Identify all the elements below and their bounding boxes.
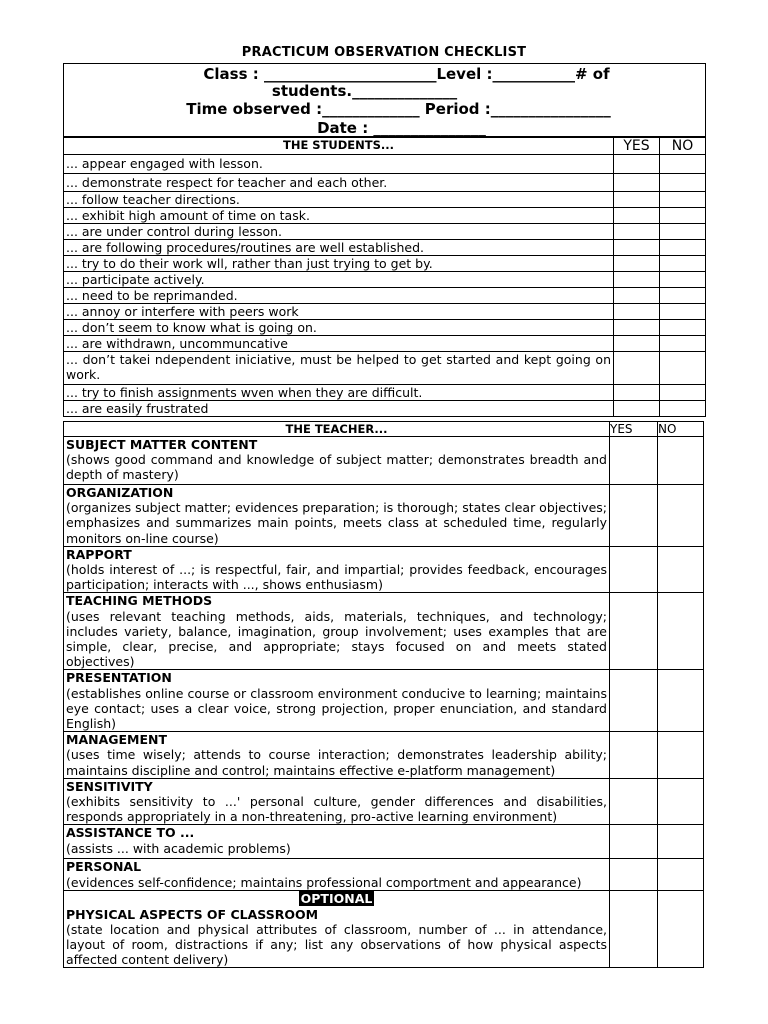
yes-checkbox-cell[interactable]	[610, 670, 658, 732]
students-checklist-table	[63, 137, 706, 417]
table-row	[64, 593, 704, 670]
header-info-box	[63, 63, 706, 137]
no-checkbox-cell[interactable]	[658, 859, 704, 891]
table-row	[64, 437, 704, 485]
yes-checkbox-cell[interactable]	[610, 891, 658, 968]
students-heading: THE STUDENTS...	[64, 138, 614, 155]
student-item: ... are under control during lesson.	[64, 224, 614, 240]
date-line[interactable]: Date : _______________	[317, 119, 486, 137]
yes-checkbox-cell[interactable]	[614, 401, 660, 417]
category-title: TEACHING METHODS	[66, 593, 213, 609]
category-title: SENSITIVITY	[66, 778, 153, 794]
student-item: ... demonstrate respect for teacher and each other.	[64, 174, 614, 192]
yes-checkbox-cell[interactable]	[614, 224, 660, 240]
student-item: ... try to do their work wll, rather than just trying to get by.	[64, 256, 614, 272]
student-item: ... need to be reprimanded.	[64, 288, 614, 304]
yes-checkbox-cell[interactable]	[614, 174, 660, 192]
table-row	[64, 825, 704, 859]
category-description: (evidences self-confidence; maintains professional comportment and appearance)	[66, 874, 582, 890]
category-title: PHYSICAL ASPECTS OF CLASSROOM	[66, 906, 319, 922]
yes-checkbox-cell[interactable]	[614, 336, 660, 352]
category-description: (organizes subject matter; evidences preparation; is thorough; states clear objectives; emphasizes and summarizes main points, meets class at scheduled time, regularly monitors on-line course)	[66, 500, 607, 546]
category-title: ORGANIZATION	[66, 485, 174, 500]
student-item: ... exhibit high amount of time on task.	[64, 208, 614, 224]
no-checkbox-cell[interactable]	[658, 546, 704, 593]
yes-checkbox-cell[interactable]	[614, 272, 660, 288]
table-row	[64, 256, 706, 272]
yes-checkbox-cell[interactable]	[610, 859, 658, 891]
yes-checkbox-cell[interactable]	[614, 256, 660, 272]
table-row	[64, 385, 706, 401]
time-period-line[interactable]: Time observed :_____________ Period :________________	[186, 100, 611, 118]
table-row	[64, 352, 706, 385]
table-row	[64, 288, 706, 304]
student-item: ... are easily frustrated	[64, 401, 614, 417]
table-row	[64, 304, 706, 320]
table-row	[64, 401, 706, 417]
table-row	[64, 208, 706, 224]
no-checkbox-cell[interactable]	[658, 593, 704, 670]
student-item: ... follow teacher directions.	[64, 192, 614, 208]
students-header-row	[64, 138, 706, 155]
no-checkbox-cell[interactable]	[660, 385, 706, 401]
no-checkbox-cell[interactable]	[660, 224, 706, 240]
no-checkbox-cell[interactable]	[660, 155, 706, 174]
no-checkbox-cell[interactable]	[660, 272, 706, 288]
category-title: PERSONAL	[66, 859, 142, 875]
no-checkbox-cell[interactable]	[658, 778, 704, 825]
yes-checkbox-cell[interactable]	[614, 385, 660, 401]
no-checkbox-cell[interactable]	[660, 288, 706, 304]
no-checkbox-cell[interactable]	[660, 192, 706, 208]
yes-checkbox-cell[interactable]	[610, 546, 658, 593]
table-row	[64, 778, 704, 825]
yes-checkbox-cell[interactable]	[614, 352, 660, 385]
table-row	[64, 336, 706, 352]
students-yes-header: YES	[614, 138, 660, 155]
student-item: ... participate actively.	[64, 272, 614, 288]
teacher-no-header: NO	[658, 422, 704, 437]
student-item: ... appear engaged with lesson.	[64, 155, 614, 174]
table-row	[64, 320, 706, 336]
student-item: ... don’t takei ndependent iniciative, must be helped to get started and kept going on work.	[64, 352, 614, 385]
table-row	[64, 485, 704, 547]
yes-checkbox-cell[interactable]	[610, 593, 658, 670]
no-checkbox-cell[interactable]	[660, 320, 706, 336]
no-checkbox-cell[interactable]	[660, 240, 706, 256]
teacher-checklist-table	[63, 421, 704, 968]
table-row	[64, 859, 704, 891]
table-row	[64, 732, 704, 779]
no-checkbox-cell[interactable]	[660, 208, 706, 224]
student-item: ... don’t seem to know what is going on.	[64, 320, 614, 336]
no-checkbox-cell[interactable]	[660, 304, 706, 320]
yes-checkbox-cell[interactable]	[614, 155, 660, 174]
table-row	[64, 670, 704, 732]
category-description: (uses relevant teaching methods, aids, materials, techniques, and technology; includes variety, balance, imagination, group involvement; uses examples that are simple, clear, precise, and appropriate; stays focused on and meets stated objectives)	[66, 608, 607, 670]
student-item: ... annoy or interfere with peers work	[64, 304, 614, 320]
category-description: (state location and physical attributes of classroom, number of ... in attendance, layout of room, distractions if any; list any observations of how physical aspects affected content delivery)	[66, 921, 607, 968]
students-count-line[interactable]: students.______________	[271, 82, 458, 100]
no-checkbox-cell[interactable]	[658, 437, 704, 485]
table-row	[64, 891, 704, 968]
no-checkbox-cell[interactable]	[660, 352, 706, 385]
category-title: MANAGEMENT	[66, 732, 168, 748]
category-description: (shows good command and knowledge of subject matter; demonstrates breadth and depth of mastery)	[66, 452, 607, 483]
yes-checkbox-cell[interactable]	[614, 304, 660, 320]
category-description: (holds interest of ...; is respectful, fair, and impartial; provides feedback, encourages participation; interacts with ..., shows enthusiasm)	[66, 562, 607, 593]
no-checkbox-cell[interactable]	[660, 256, 706, 272]
category-title: SUBJECT MATTER CONTENT	[66, 437, 258, 452]
teacher-header-row	[64, 422, 704, 437]
table-row	[64, 224, 706, 240]
student-item: ... try to finish assignments wven when they are difficult.	[64, 385, 614, 401]
yes-checkbox-cell[interactable]	[614, 192, 660, 208]
yes-checkbox-cell[interactable]	[614, 208, 660, 224]
no-checkbox-cell[interactable]	[660, 336, 706, 352]
yes-checkbox-cell[interactable]	[610, 485, 658, 547]
category-title: RAPPORT	[66, 546, 132, 562]
no-checkbox-cell[interactable]	[658, 891, 704, 968]
yes-checkbox-cell[interactable]	[610, 437, 658, 485]
teacher-yes-header: YES	[610, 422, 658, 437]
teacher-heading: THE TEACHER...	[64, 422, 610, 437]
yes-checkbox-cell[interactable]	[614, 320, 660, 336]
page-title: PRACTICUM OBSERVATION CHECKLIST	[241, 45, 527, 60]
yes-checkbox-cell[interactable]	[610, 778, 658, 825]
student-item: ... are withdrawn, uncommuncative	[64, 336, 614, 352]
category-description: (establishes online course or classroom environment conducive to learning; maintains eye contact; uses a clear voice, strong projection, proper enunciation, and standard English)	[66, 685, 607, 732]
class-level-line[interactable]: Class : _______________________Level :___________# of	[203, 65, 610, 83]
table-row	[64, 546, 704, 593]
table-row	[64, 192, 706, 208]
yes-checkbox-cell[interactable]	[610, 732, 658, 779]
table-row	[64, 174, 706, 192]
yes-checkbox-cell[interactable]	[610, 825, 658, 859]
category-title: PRESENTATION	[66, 670, 172, 686]
yes-checkbox-cell[interactable]	[614, 288, 660, 304]
no-checkbox-cell[interactable]	[658, 732, 704, 779]
optional-label: OPTIONAL	[300, 891, 373, 907]
no-checkbox-cell[interactable]	[658, 670, 704, 732]
table-row	[64, 240, 706, 256]
category-description: (uses time wisely; attends to course interaction; demonstrates leadership ability; maintains discipline and control; maintains effective e-platform management)	[66, 747, 607, 778]
no-checkbox-cell[interactable]	[658, 485, 704, 547]
no-checkbox-cell[interactable]	[660, 174, 706, 192]
yes-checkbox-cell[interactable]	[614, 240, 660, 256]
no-checkbox-cell[interactable]	[658, 825, 704, 859]
no-checkbox-cell[interactable]	[660, 401, 706, 417]
table-row	[64, 272, 706, 288]
students-no-header: NO	[660, 138, 706, 155]
category-title: ASSISTANCE TO ...	[66, 825, 195, 841]
table-row	[64, 155, 706, 174]
category-description: (exhibits sensitivity to ...' personal culture, gender differences and disabilities, responds appropriately in a non-threatening, pro-active learning environment)	[66, 794, 607, 825]
student-item: ... are following procedures/routines are well established.	[64, 240, 614, 256]
category-description: (assists ... with academic problems)	[66, 840, 291, 856]
